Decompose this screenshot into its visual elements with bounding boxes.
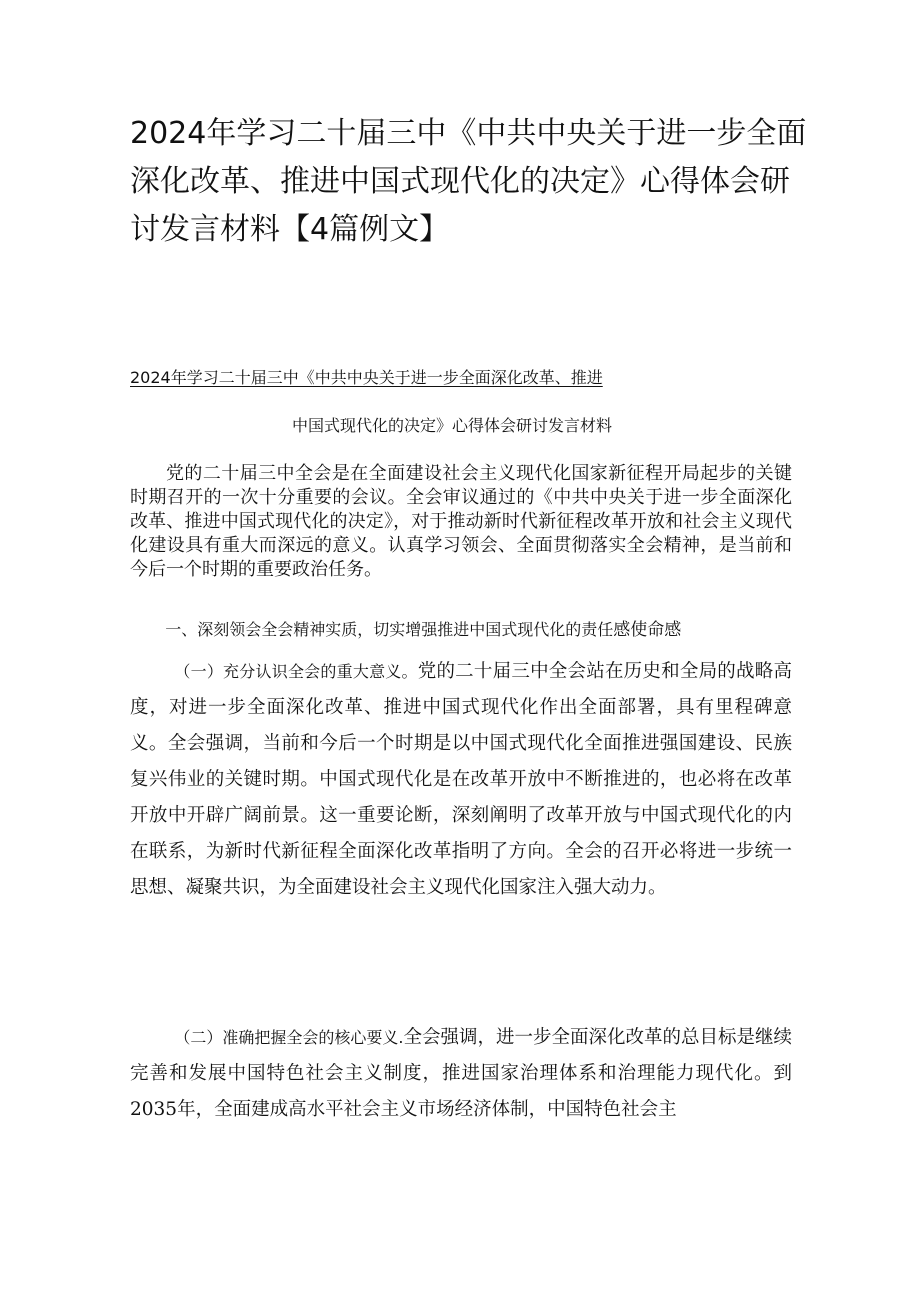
- article-subtitle-line2: 中国式现代化的决定》心得体会研讨发言材料: [292, 416, 613, 435]
- paragraph-1-body: 党的二十届三中全会站在历史和全局的战略高度，对进一步全面深化改革、推进中国式现代化作出全面部署，具有里程碑意义。全会强调，当前和今后一个时期是以中国式现代化全面推进强国建设、民族复兴伟业的关键时期。中国式现代化是在改革开放中不断推进的，也必将在改革开放中开辟广阔前景。这一重要论断，深刻阐明了改革开放与中国式现代化的内在联系，为新时代新征程全面深化改革指明了方向。全会的召开必将进一步统一思想、凝聚共识，为全面建设社会主义现代化国家注入强大动力。: [130, 661, 792, 898]
- body-paragraph-2: [130, 1020, 792, 1128]
- intro-paragraph: 党的二十届三中全会是在全面建设社会主义现代化国家新征程开局起步的关键时期召开的一次十分重要的会议。全会审议通过的《中共中央关于进一步全面深化改革、推进中国式现代化的决定》，对于推动新时代新征程改革开放和社会主义现代化建设具有重大而深远的意义。认真学习领会、全面贯彻落实全会精神，是当前和今后一个时期的重要政治任务。: [130, 463, 792, 580]
- paragraph-2-lead: （二）准确把握全会的核心要义.: [174, 1028, 404, 1047]
- body-paragraph-1: [130, 654, 792, 906]
- paragraph-2-body: 全会强调，进一步全面深化改革的总目标是继续完善和发展中国特色社会主义制度，推进国家治理体系和治理能力现代化。到2035年，全面建成高水平社会主义市场经济体制，中国特色社会主: [130, 1027, 792, 1120]
- section-heading-1-text: 一、深刻领会全会精神实质，切实增强推进中国式现代化的责任: [165, 620, 614, 639]
- article-subtitle-line1: 2024年学习二十届三中《中共中央关于进一步全面深化改革、推进: [130, 368, 603, 387]
- document-main-title: 2024年学习二十届三中《中共中央关于进一步全面深化改革、推进中国式现代化的决定》心得体会研讨发言材料【4篇例文】: [130, 116, 807, 247]
- section-heading-1: [130, 618, 792, 642]
- section-heading-1-tail: 感使命感: [613, 620, 682, 640]
- paragraph-1-lead: （一）充分认识全会的重大意义。: [174, 662, 418, 681]
